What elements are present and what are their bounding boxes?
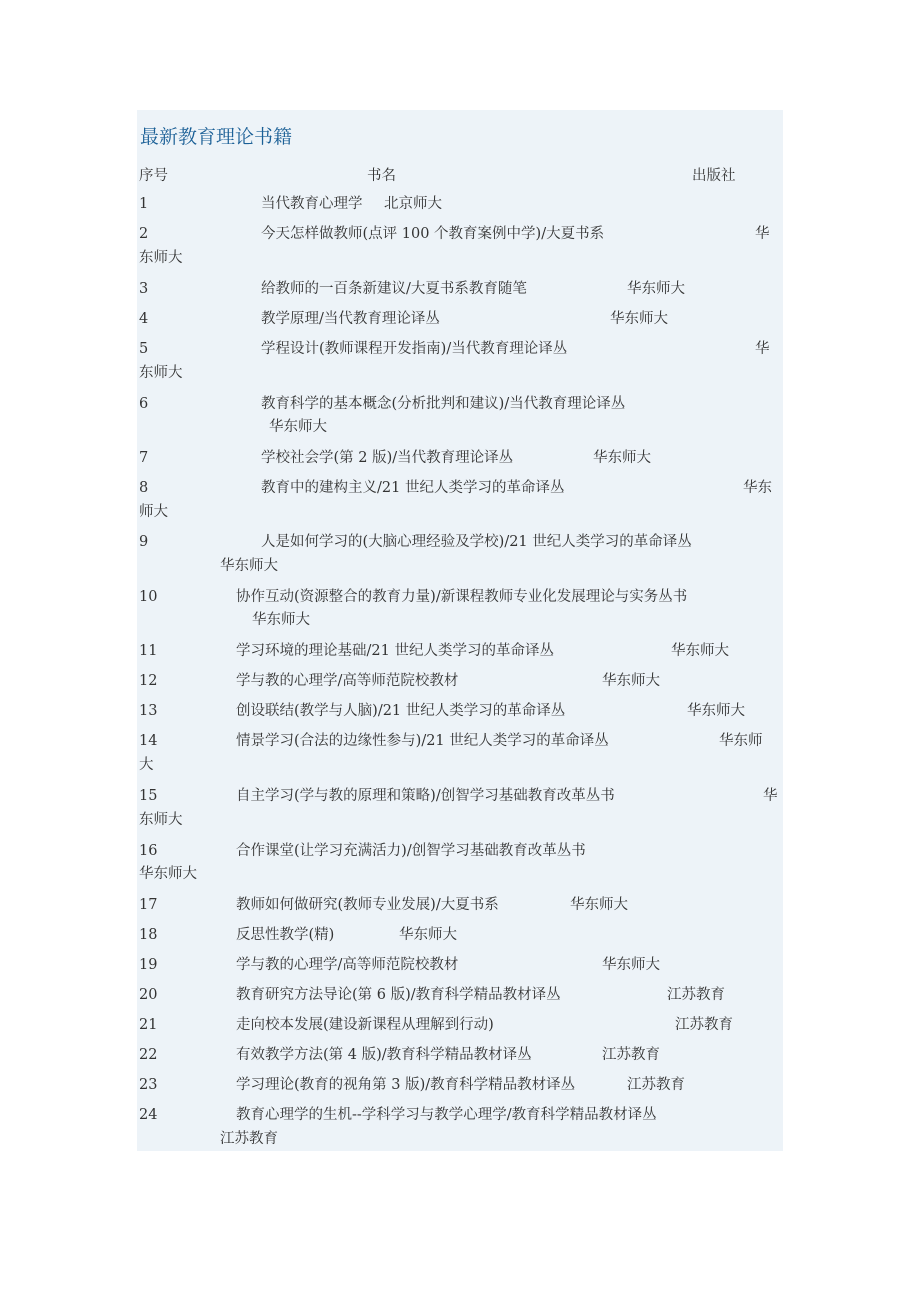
row-number: 13 xyxy=(139,703,158,719)
table-row xyxy=(137,895,783,915)
table-row xyxy=(137,671,783,691)
row-number: 17 xyxy=(139,897,158,913)
row-title: 教育科学的基本概念(分析批判和建议)/当代教育理论译丛 xyxy=(261,396,626,412)
table-row-wrap xyxy=(137,363,783,383)
row-publisher-wrap: 江苏教育 xyxy=(220,1131,278,1147)
row-title: 走向校本发展(建设新课程从理解到行动) xyxy=(236,1017,494,1033)
row-number: 20 xyxy=(139,987,158,1003)
row-title: 协作互动(资源整合的教育力量)/新课程教师专业化发展理论与实务丛书 xyxy=(236,589,688,605)
row-publisher: 华东师 xyxy=(719,733,763,749)
row-number: 22 xyxy=(139,1047,158,1063)
table-row xyxy=(137,786,783,806)
table-row xyxy=(137,1105,783,1125)
table-row xyxy=(137,841,783,861)
row-publisher-wrap: 大 xyxy=(139,757,154,773)
row-publisher: 华东师大 xyxy=(610,311,668,327)
row-number: 8 xyxy=(139,480,149,496)
row-publisher: 华东师大 xyxy=(602,957,660,973)
table-row xyxy=(137,1045,783,1065)
row-title: 给教师的一百条新建议/大夏书系教育随笔 xyxy=(261,281,527,297)
row-publisher-wrap: 华东师大 xyxy=(252,612,310,628)
table-row xyxy=(137,448,783,468)
row-publisher: 北京师大 xyxy=(384,196,442,212)
row-publisher-wrap: 华东师大 xyxy=(220,558,278,574)
table-row xyxy=(137,1015,783,1035)
row-title: 学习理论(教育的视角第 3 版)/教育科学精品教材译丛 xyxy=(236,1077,576,1093)
table-row-wrap xyxy=(137,248,783,268)
page-title: 最新教育理论书籍 xyxy=(140,126,293,148)
row-title: 创设联结(教学与人脑)/21 世纪人类学习的革命译丛 xyxy=(236,703,566,719)
row-publisher: 江苏教育 xyxy=(667,987,725,1003)
row-publisher: 华东 xyxy=(743,480,772,496)
row-publisher-wrap: 师大 xyxy=(139,504,168,520)
row-title: 教学原理/当代教育理论译丛 xyxy=(261,311,440,327)
row-title: 学与教的心理学/高等师范院校教材 xyxy=(236,673,459,689)
book-list-panel xyxy=(137,110,783,1151)
table-row xyxy=(137,394,783,414)
row-title: 今天怎样做教师(点评 100 个教育案例中学)/大夏书系 xyxy=(261,226,605,242)
row-title: 合作课堂(让学习充满活力)/创智学习基础教育改革丛书 xyxy=(236,843,586,859)
table-row xyxy=(137,701,783,721)
row-title: 教师如何做研究(教师专业发展)/大夏书系 xyxy=(236,897,499,913)
row-title: 人是如何学习的(大脑心理经验及学校)/21 世纪人类学习的革命译丛 xyxy=(261,534,692,550)
table-row-wrap xyxy=(137,417,783,437)
row-number: 16 xyxy=(139,843,158,859)
row-title: 反思性教学(精) xyxy=(236,927,335,943)
row-publisher-wrap: 华东师大 xyxy=(139,866,197,882)
row-title: 学程设计(教师课程开发指南)/当代教育理论译丛 xyxy=(261,341,568,357)
row-number: 3 xyxy=(139,281,149,297)
row-publisher: 江苏教育 xyxy=(602,1047,660,1063)
table-row xyxy=(137,339,783,359)
table-row xyxy=(137,224,783,244)
header-title: 书名 xyxy=(367,168,396,184)
row-number: 7 xyxy=(139,450,149,466)
row-publisher: 华 xyxy=(755,226,770,242)
table-row xyxy=(137,1075,783,1095)
header-publisher: 出版社 xyxy=(692,168,736,184)
row-publisher: 华东师大 xyxy=(593,450,651,466)
row-number: 21 xyxy=(139,1017,158,1033)
row-title: 学校社会学(第 2 版)/当代教育理论译丛 xyxy=(261,450,514,466)
row-publisher: 华 xyxy=(755,341,770,357)
row-number: 19 xyxy=(139,957,158,973)
row-title: 情景学习(合法的边缘性参与)/21 世纪人类学习的革命译丛 xyxy=(236,733,609,749)
row-number: 5 xyxy=(139,341,149,357)
table-row xyxy=(137,985,783,1005)
table-row-wrap xyxy=(137,556,783,576)
row-title: 学习环境的理论基础/21 世纪人类学习的革命译丛 xyxy=(236,643,554,659)
row-title: 教育心理学的生机--学科学习与教学心理学/教育科学精品教材译丛 xyxy=(236,1107,657,1123)
row-publisher-wrap: 华东师大 xyxy=(269,419,327,435)
row-publisher: 华 xyxy=(763,788,778,804)
row-publisher: 华东师大 xyxy=(687,703,745,719)
row-title: 当代教育心理学 xyxy=(261,196,363,212)
table-row xyxy=(137,587,783,607)
row-number: 2 xyxy=(139,226,149,242)
row-publisher: 江苏教育 xyxy=(675,1017,733,1033)
table-row xyxy=(137,194,783,214)
table-row xyxy=(137,478,783,498)
row-number: 1 xyxy=(139,196,149,212)
row-number: 12 xyxy=(139,673,158,689)
table-row xyxy=(137,925,783,945)
row-title: 教育中的建构主义/21 世纪人类学习的革命译丛 xyxy=(261,480,565,496)
row-publisher: 华东师大 xyxy=(570,897,628,913)
row-number: 14 xyxy=(139,733,158,749)
row-number: 9 xyxy=(139,534,149,550)
table-row-wrap xyxy=(137,1129,783,1149)
row-title: 学与教的心理学/高等师范院校教材 xyxy=(236,957,459,973)
row-publisher: 华东师大 xyxy=(399,927,457,943)
row-title: 教育研究方法导论(第 6 版)/教育科学精品教材译丛 xyxy=(236,987,561,1003)
row-publisher: 华东师大 xyxy=(602,673,660,689)
table-row xyxy=(137,641,783,661)
table-row-wrap xyxy=(137,810,783,830)
row-number: 15 xyxy=(139,788,158,804)
row-number: 18 xyxy=(139,927,158,943)
table-row-wrap xyxy=(137,755,783,775)
row-publisher-wrap: 东师大 xyxy=(139,812,183,828)
row-publisher-wrap: 东师大 xyxy=(139,250,183,266)
row-number: 23 xyxy=(139,1077,158,1093)
header-number: 序号 xyxy=(139,168,168,184)
row-number: 24 xyxy=(139,1107,158,1123)
row-publisher: 江苏教育 xyxy=(627,1077,685,1093)
row-publisher-wrap: 东师大 xyxy=(139,365,183,381)
row-title: 自主学习(学与教的原理和策略)/创智学习基础教育改革丛书 xyxy=(236,788,615,804)
table-row-wrap xyxy=(137,610,783,630)
table-row xyxy=(137,532,783,552)
row-number: 11 xyxy=(139,643,158,659)
table-row-wrap xyxy=(137,864,783,884)
row-publisher: 华东师大 xyxy=(627,281,685,297)
row-title: 有效教学方法(第 4 版)/教育科学精品教材译丛 xyxy=(236,1047,532,1063)
table-row xyxy=(137,279,783,299)
table-row xyxy=(137,731,783,751)
table-row xyxy=(137,309,783,329)
row-number: 4 xyxy=(139,311,149,327)
row-number: 6 xyxy=(139,396,149,412)
row-publisher: 华东师大 xyxy=(671,643,729,659)
row-number: 10 xyxy=(139,589,158,605)
table-row xyxy=(137,955,783,975)
table-row-wrap xyxy=(137,502,783,522)
